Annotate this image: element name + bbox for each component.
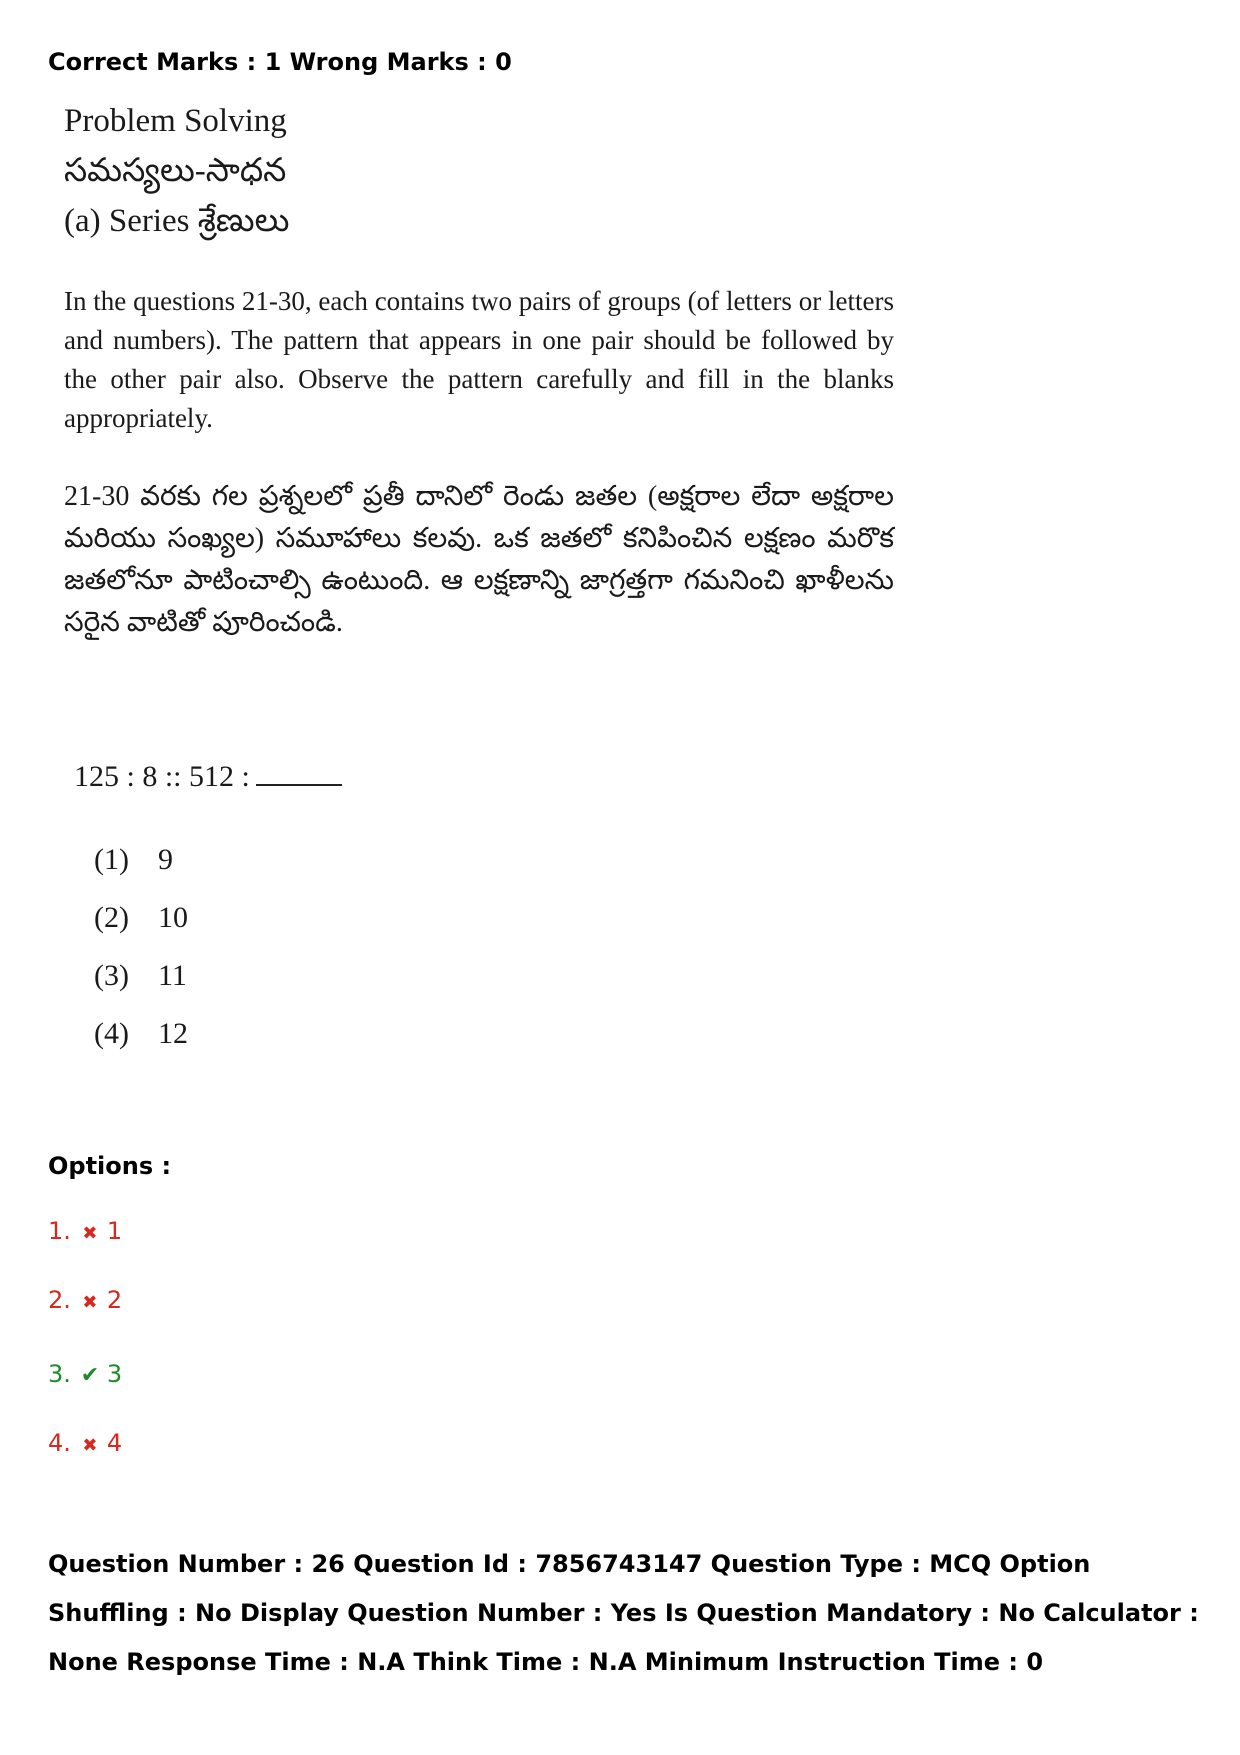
option-index: 3. (48, 1360, 71, 1388)
choice-number: (3) (94, 959, 129, 992)
heading-english: Problem Solving (64, 103, 287, 139)
option-2 (48, 1284, 122, 1319)
choice-value: 12 (158, 1017, 188, 1050)
option-value: 2 (106, 1286, 123, 1314)
choice-number: (2) (94, 901, 129, 934)
question-image (64, 96, 904, 1056)
options-heading: Options : (48, 1152, 172, 1180)
choice-value: 9 (158, 843, 173, 876)
marks-line: Correct Marks : 1 Wrong Marks : 0 (48, 48, 512, 76)
cross-icon: ✖ (82, 1223, 98, 1244)
choice-item (94, 1005, 188, 1063)
check-icon: ✔ (80, 1363, 100, 1388)
choice-number: (4) (94, 1017, 129, 1050)
choice-item (94, 947, 188, 1005)
analogy-question (74, 756, 342, 797)
option-value: 4 (106, 1429, 123, 1457)
option-index: 4. (48, 1429, 71, 1457)
choice-value: 11 (158, 959, 187, 992)
choice-value: 10 (158, 901, 188, 934)
option-value: 3 (106, 1360, 123, 1388)
option-value: 1 (106, 1217, 123, 1245)
option-3 (48, 1358, 122, 1392)
option-index: 1. (48, 1217, 71, 1245)
analogy-text: 125 : 8 :: 512 : (74, 760, 250, 793)
choice-number: (1) (94, 843, 129, 876)
cross-icon: ✖ (82, 1292, 98, 1313)
answer-blank (256, 756, 342, 786)
option-index: 2. (48, 1286, 71, 1314)
question-metadata: Question Number : 26 Question Id : 7856743147 Question Type : MCQ Option Shuffling : No Display Question Number : Yes Is Question Mandatory : No Calculator : None Response Time : N.A Think Time : N.A Minimum Instruction Time : 0 (48, 1550, 1199, 1676)
instruction-telugu: 21-30 వరకు గల ప్రశ్నలలో ప్రతీ దానిలో రెండు జతల (అక్షరాల లేదా అక్షరాల మరియు సంఖ్యల) సమూహాలు కలవు. ఒక జతలో కనిపించిన లక్షణం మరొక జతలోనూ పాటించాల్సి ఉంటుంది. ఆ లక్షణాన్ని జాగ్రత్తగా గమనించి ఖాళీలను సరైన వాటితో పూరించండి. (64, 481, 894, 638)
choice-list (94, 831, 188, 1063)
choice-item (94, 889, 188, 947)
option-4 (48, 1427, 122, 1462)
choice-item (94, 831, 188, 889)
option-1 (48, 1215, 122, 1250)
heading-telugu: సమస్యలు-సాధన (64, 153, 287, 189)
cross-icon: ✖ (82, 1435, 98, 1456)
section-label: (a) Series శ్రేణులు (64, 203, 290, 239)
instruction-english: In the questions 21-30, each contains two pairs of groups (of letters or letters and numbers). The pattern that appears in one pair should be followed by the other pair also. Observe the pattern carefully and fill in the blanks appropriately. (64, 286, 894, 433)
